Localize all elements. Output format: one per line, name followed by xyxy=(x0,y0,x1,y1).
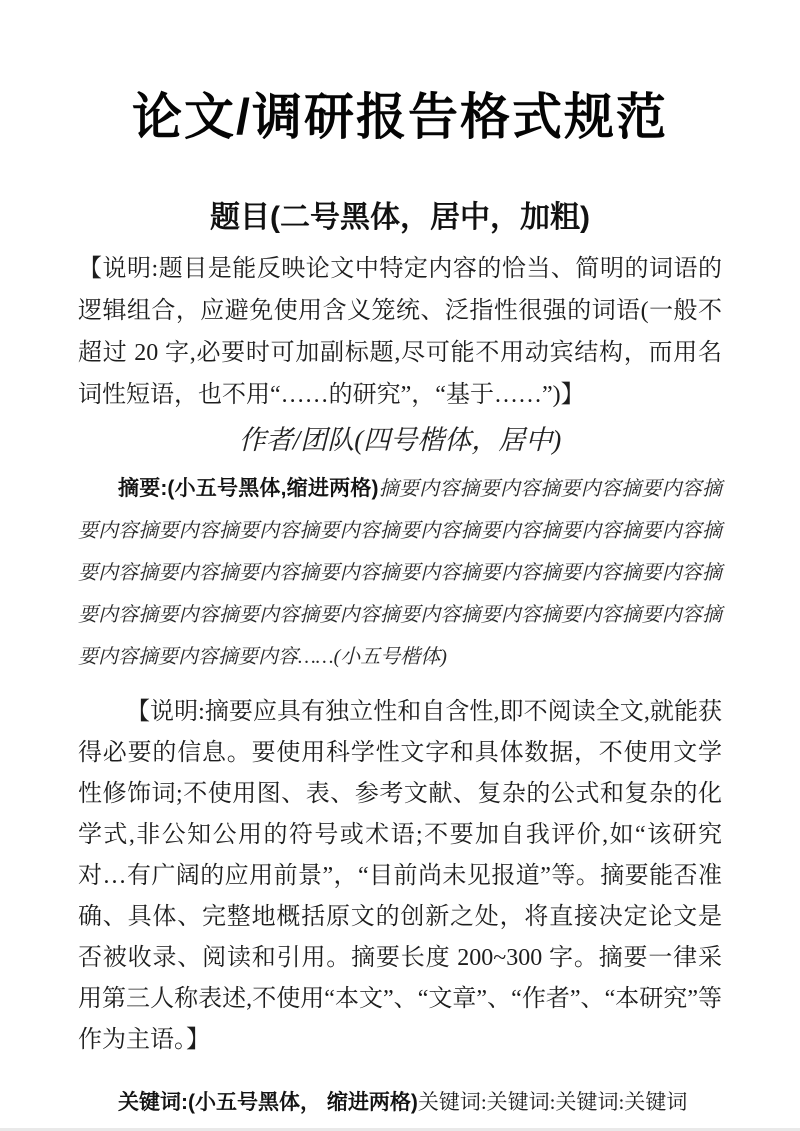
author-line: 作者/团队(四号楷体，居中) xyxy=(238,425,562,455)
abstract-paragraph xyxy=(78,468,722,678)
keywords-label: 关键词:(小五号黑体， 缩进两格) xyxy=(118,1091,418,1114)
abstract-label: 摘要:(小五号黑体,缩进两格) xyxy=(118,477,379,500)
keywords-paragraph xyxy=(78,1081,722,1124)
title-spec-heading: 题目(二号黑体，居中，加粗) xyxy=(210,201,590,234)
keywords-body-text: 关键词:关键词:关键词:关键词 xyxy=(417,1090,688,1114)
abstract-note-paragraph: 【说明:摘要应具有独立性和自含性,即不阅读全文,就能获得必要的信息。要使用科学性文字和具体数据，不使用文学性修饰词;不使用图、表、参考文献、复杂的公式和复杂的化学式,非公知公用的符号或术语;不要加自我评价,如“该研究对…有广阔的应用前景”，“目前尚未见报道”等。摘要能否准确、具体、完整地概括原文的创新之处，将直接决定论文是否被收录、阅读和引用。摘要长度 200~300 字。摘要一律采用第三人称表述,不使用“本文”、“文章”、“作者”、“本研究”等作为主语。】 xyxy=(78,699,722,1053)
document-title: 论文/调研报告格式规范 xyxy=(132,89,668,145)
title-note-paragraph: 【说明:题目是能反映论文中特定内容的恰当、简明的词语的逻辑组合，应避免使用含义笼统、泛指性很强的词语(一般不超过 20 字,必要时可加副标题,尽可能不用动宾结构，而用名词性短语，也不用“……的研究”，“基于……”)】 xyxy=(78,256,722,408)
abstract-body-text: 摘要内容摘要内容摘要内容摘要内容摘要内容摘要内容摘要内容摘要内容摘要内容摘要内容摘要内容摘要内容摘要内容摘要内容摘要内容摘要内容摘要内容摘要内容摘要内容摘要内容摘要内容摘要内容摘要内容摘要内容摘要内容摘要内容摘要内容摘要内容摘要内容摘要内容摘要内容……(小五号楷体) xyxy=(78,478,722,668)
